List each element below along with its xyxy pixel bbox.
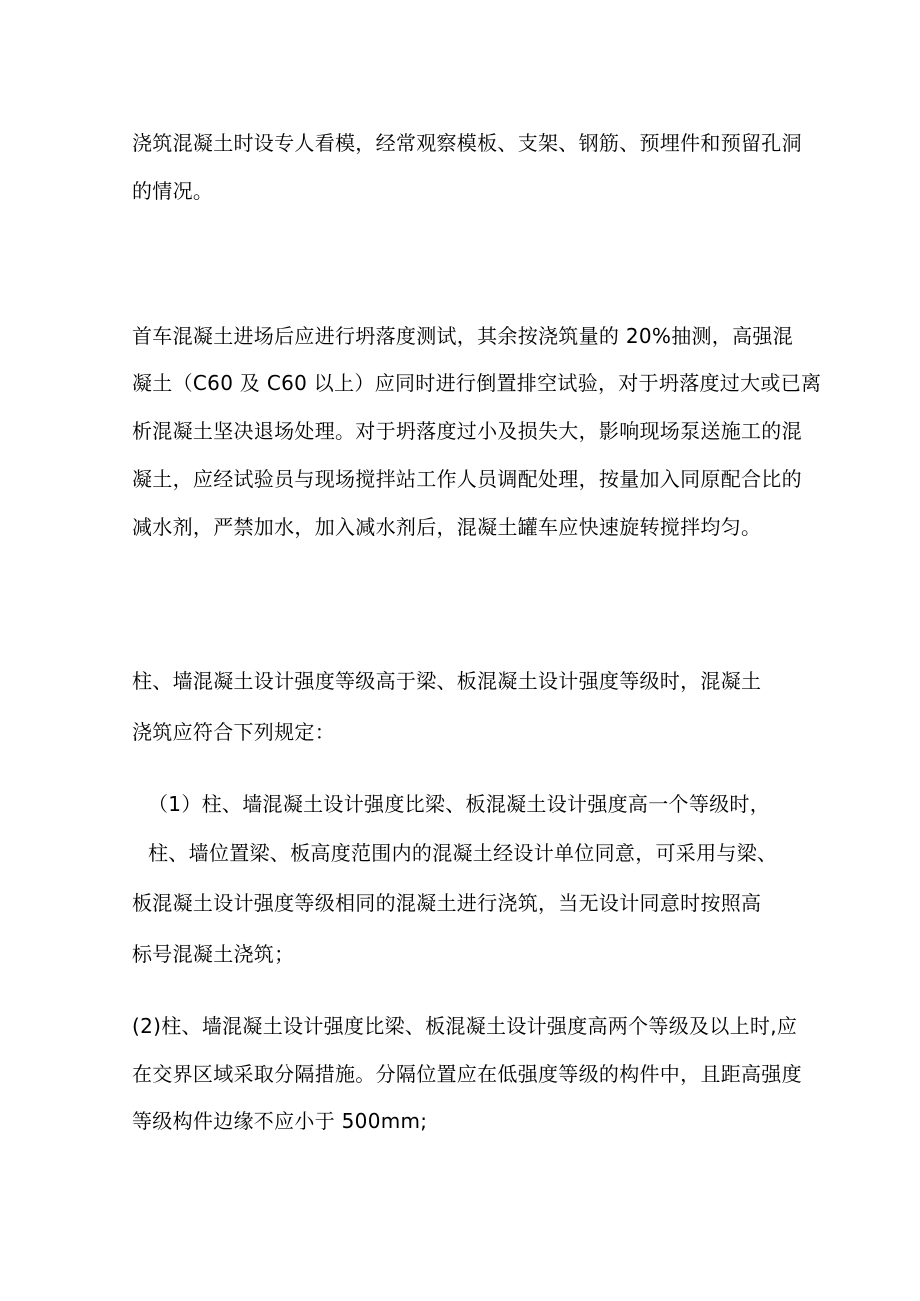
paragraph-1-line-2: 的情况。 bbox=[132, 179, 214, 203]
paragraph-2-line-2: 凝土（C60 及 C60 以上）应同时进行倒置排空试验，对于坍落度过大或已离 bbox=[132, 371, 822, 395]
paragraph-2-line-3: 析混凝土坚决退场处理。对于坍落度过小及损失大，影响现场泵送施工的混 bbox=[132, 419, 802, 443]
paragraph-1-line-1: 浇筑混凝土时设专人看模，经常观察模板、支架、钢筋、预埋件和预留孔洞 bbox=[132, 131, 802, 155]
paragraph-4-line-2: 柱、墙位置梁、板高度范围内的混凝土经设计单位同意，可采用与梁、 bbox=[148, 841, 778, 865]
paragraph-5-line-2: 在交界区域采取分隔措施。分隔位置应在低强度等级的构件中，且距高强度 bbox=[132, 1062, 802, 1086]
paragraph-2-line-1: 首车混凝土进场后应进行坍落度测试，其余按浇筑量的 20%抽测，高强混 bbox=[132, 324, 794, 348]
paragraph-2-line-5: 减水剂，严禁加水，加入减水剂后，混凝土罐车应快速旋转搅拌均匀。 bbox=[132, 515, 762, 539]
paragraph-4-line-1: （1）柱、墙混凝土设计强度比梁、板混凝土设计强度高一个等级时， bbox=[148, 792, 771, 816]
paragraph-5-line-1: (2)柱、墙混凝土设计强度比梁、板混凝土设计强度高两个等级及以上时,应 bbox=[132, 1014, 798, 1038]
paragraph-5-line-3: 等级构件边缘不应小于 500mm; bbox=[132, 1109, 428, 1133]
paragraph-4-line-4: 标号混凝土浇筑； bbox=[132, 942, 295, 966]
paragraph-2-line-4: 凝土，应经试验员与现场搅拌站工作人员调配处理，按量加入同原配合比的 bbox=[132, 467, 802, 491]
paragraph-3-line-2: 浇筑应符合下列规定： bbox=[132, 720, 335, 744]
paragraph-3-line-1: 柱、墙混凝土设计强度等级高于梁、板混凝土设计强度等级时，混凝土 bbox=[132, 669, 762, 693]
paragraph-4-line-3: 板混凝土设计强度等级相同的混凝土进行浇筑，当无设计同意时按照高 bbox=[132, 891, 762, 915]
